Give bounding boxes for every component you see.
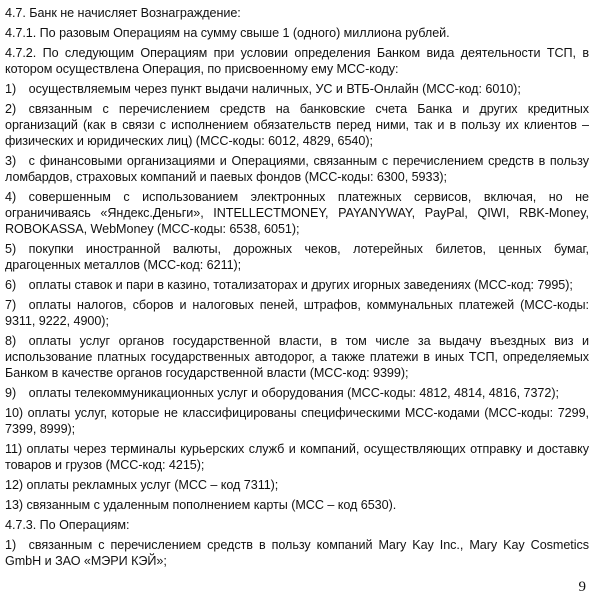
clause-4-7-2: 4.7.2. По следующим Операциям при условии определения Банком вида деятельности ТСП, в котором осуществлена Операция, по присвоенному ему MCC-коду: — [5, 46, 589, 76]
list-item-5: 5) покупки иностранной валюты, дорожных чеков, лотерейных билетов, ценных бумаг, драгоценных металлов (MCC-код: 6211); — [5, 242, 589, 272]
list-item-4: 4) совершенным с использованием электронных платежных сервисов, включая, но не ограничиваясь «Яндекс.Деньги», INTELLECTMONEY, PAYANYWAY, PayPal, QIWI, RBK-Money, ROBOKASSA, WebMoney (MCC-коды: 6538, 6051); — [5, 190, 589, 236]
list-item-3: 3) с финансовыми организациями и Операциями, связанным с перечислением средств в пользу ломбардов, страховых компаний и паевых фондов (MCC-коды: 6300, 5933); — [5, 154, 589, 184]
list-item-1: 1) осуществляемым через пункт выдачи наличных, УС и ВТБ-Онлайн (MCC-код: 6010); — [5, 82, 521, 96]
list-item-8: 8) оплаты услуг органов государственной власти, в том числе за выдачу въездных виз и использование платных государственных автодорог, а также платежи в иных ТСП, определяемых Банком в качестве органов государственной власти (MCC-код: 9399); — [5, 334, 589, 380]
clause-4-7-3-item-1: 1) связанным с перечислением средств в пользу компаний Mary Kay Inc., Mary Kay Cosmetics GmbH и ЗАО «МЭРИ КЭЙ»; — [5, 538, 589, 568]
document-body — [5, 5, 589, 573]
list-item-11: 11) оплаты через терминалы курьерских служб и компаний, осуществляющих отправку и доставку товаров и грузов (MCC-код: 4215); — [5, 442, 589, 472]
list-item-9: 9) оплаты телекоммуникационных услуг и оборудования (MCC-коды: 4812, 4814, 4816, 7372); — [5, 386, 559, 400]
list-item-12: 12) оплаты рекламных услуг (MCC – код 7311); — [5, 478, 279, 492]
section-heading-4-7: 4.7. Банк не начисляет Вознаграждение: — [5, 6, 241, 20]
page-number: 9 — [578, 579, 586, 595]
list-item-2: 2) связанным с перечислением средств на банковские счета Банка и других кредитных организаций (как в связи с исполнением обязательств перед ними, так и в пользу их клиентов – физических и юридических лиц) (MCC-коды: 6012, 4829, 6540); — [5, 102, 589, 148]
clause-4-7-1: 4.7.1. По разовым Операциям на сумму свыше 1 (одного) миллиона рублей. — [5, 26, 450, 40]
list-item-10: 10) оплаты услуг, которые не классифицированы специфическими MCC-кодами (MCC-коды: 7299, 7399, 8999); — [5, 406, 589, 436]
list-item-6: 6) оплаты ставок и пари в казино, тотализаторах и других игорных заведениях (MCC-код: 7995); — [5, 278, 573, 292]
list-item-13: 13) связанным с удаленным пополнением карты (MCC – код 6530). — [5, 498, 397, 512]
list-item-7: 7) оплаты налогов, сборов и налоговых пеней, штрафов, коммунальных платежей (MCC-коды: 9311, 9222, 4900); — [5, 298, 589, 328]
clause-4-7-3: 4.7.3. По Операциям: — [5, 518, 130, 532]
